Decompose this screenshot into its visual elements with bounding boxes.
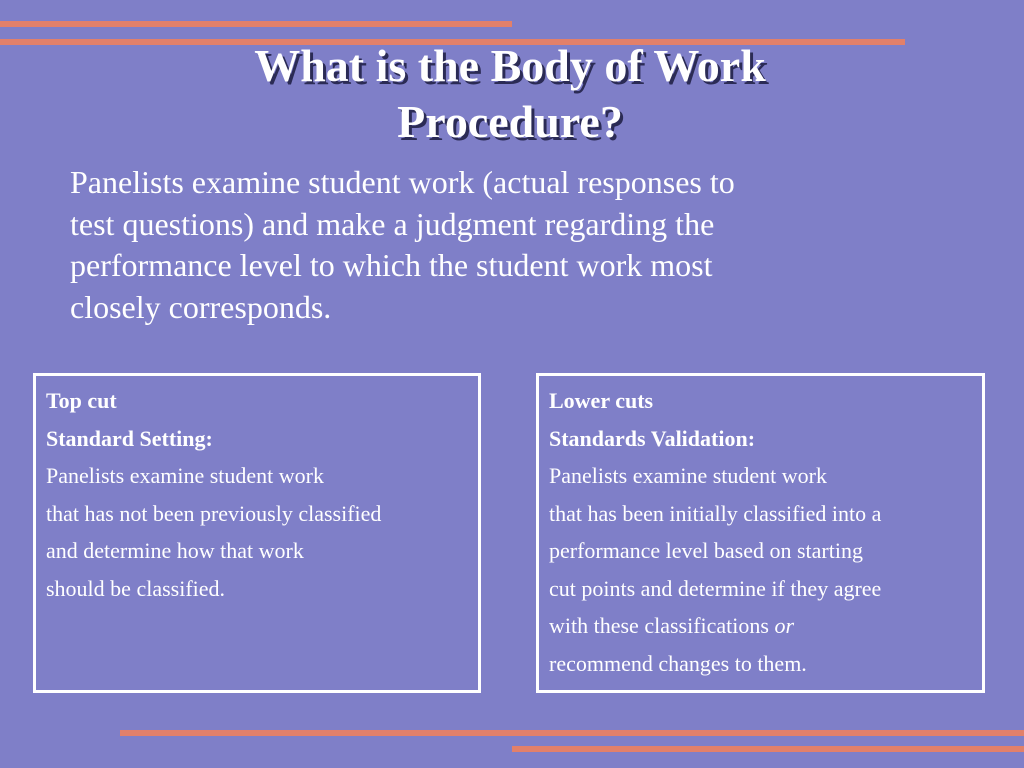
box-line: Panelists examine student work: [46, 463, 325, 488]
italic-or: or: [774, 613, 795, 638]
top-accent-bar-short: [0, 21, 512, 27]
box-line: that has not been previously classified: [46, 500, 382, 526]
box-line: [549, 607, 982, 645]
box-line-text: with these classifications: [549, 613, 775, 638]
lower-cuts-heading: Lower cuts: [549, 388, 654, 413]
box-line: Panelists examine student work: [549, 463, 828, 488]
top-cut-box: [33, 373, 481, 693]
bottom-accent-bar-short: [512, 746, 1024, 752]
body-line: closely corresponds.: [70, 288, 332, 325]
body-line: Panelists examine student work (actual responses to: [70, 164, 735, 200]
slide-body-text: [70, 162, 890, 328]
box-line: and determine how that work: [46, 538, 304, 563]
title-line-1: What is the Body of Work: [254, 40, 766, 91]
body-line: performance level to which the student work most: [70, 247, 713, 283]
box-line: recommend changes to them.: [549, 650, 807, 676]
box-line: should be classified.: [46, 575, 226, 601]
body-line: test questions) and make a judgment regarding the: [70, 205, 715, 242]
box-line: that has been initially classified into a: [549, 500, 882, 526]
standard-setting-heading: Standard Setting:: [46, 425, 213, 451]
box-line: performance level based on starting: [549, 538, 863, 563]
standards-validation-heading: Standards Validation:: [549, 425, 756, 451]
top-cut-heading: Top cut: [46, 388, 117, 413]
bottom-accent-bar-long: [120, 730, 1024, 736]
lower-cuts-box: [536, 373, 985, 693]
slide-title: [110, 38, 910, 150]
title-line-2: Procedure?: [397, 96, 623, 147]
box-line: cut points and determine if they agree: [549, 575, 882, 601]
